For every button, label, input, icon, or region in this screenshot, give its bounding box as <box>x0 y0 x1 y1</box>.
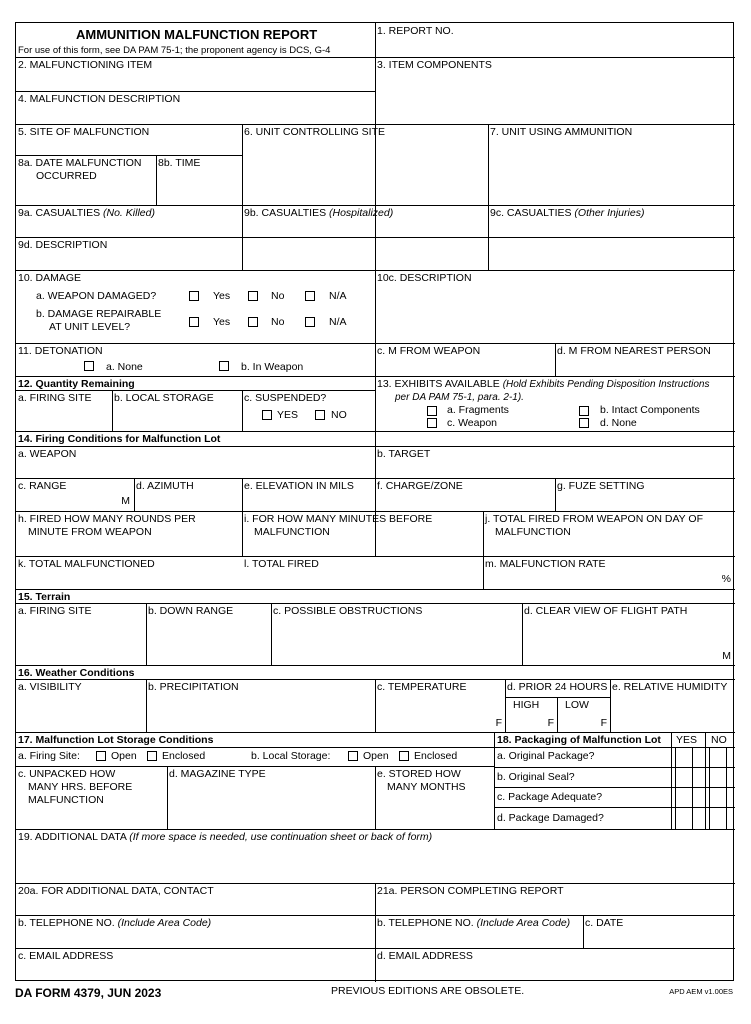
casualty-description-label: 9d. DESCRIPTION <box>18 239 108 251</box>
high-temp-field[interactable] <box>505 697 557 732</box>
terrain-firing-site-label: a. FIRING SITE <box>18 605 92 617</box>
total-fired-day-label-2: MALFUNCTION <box>495 526 571 538</box>
detonation-section <box>16 343 375 376</box>
temperature-field[interactable] <box>375 679 505 732</box>
firing-conditions-heading: 14. Firing Conditions for Malfunction Lot <box>18 433 221 445</box>
target-field[interactable] <box>375 446 735 478</box>
casualties-killed-label: 9a. CASUALTIES <box>18 207 101 219</box>
package-adequate-label: c. Package Adequate? <box>497 791 603 803</box>
contact-label: 20a. FOR ADDITIONAL DATA, CONTACT <box>18 885 214 897</box>
stored-months-label-2: MANY MONTHS <box>387 781 466 793</box>
prior-24-hours-label: d. PRIOR 24 HOURS <box>507 681 608 693</box>
exhibit-intact-components-checkbox[interactable] <box>579 406 589 416</box>
damage-description-field[interactable] <box>375 270 735 343</box>
exhibit-fragments-label: a. Fragments <box>447 404 509 416</box>
repairable-na-label: N/A <box>329 316 347 328</box>
packaging-heading: 18. Packaging of Malfunction Lot <box>497 734 661 746</box>
suspended-no-label: NO <box>331 409 347 421</box>
low-label: LOW <box>565 699 589 711</box>
firing-site-open-checkbox[interactable] <box>96 751 106 761</box>
contact-field[interactable] <box>16 883 375 915</box>
storage-firing-site-label: a. Firing Site: <box>18 750 80 762</box>
packaging-no-header: NO <box>711 734 727 746</box>
local-storage-enclosed-checkbox[interactable] <box>399 751 409 761</box>
repairable-label-2: AT UNIT LEVEL? <box>49 321 131 333</box>
repairable-no-label: No <box>271 316 285 328</box>
target-label: b. TARGET <box>377 448 431 460</box>
total-fired-day-field[interactable] <box>483 511 735 556</box>
weapon-damaged-yes-label: Yes <box>213 290 231 302</box>
suspended-no-checkbox[interactable] <box>315 410 325 420</box>
casualties-other-field[interactable] <box>488 205 735 237</box>
storage-local-label: b. Local Storage: <box>251 750 331 762</box>
unpacked-hours-label-3: MALFUNCTION <box>28 794 104 806</box>
qty-local-storage-label: b. LOCAL STORAGE <box>114 392 214 404</box>
repairable-na-checkbox[interactable] <box>305 317 315 327</box>
packaging-yes-header: YES <box>676 734 698 746</box>
repairable-no-checkbox[interactable] <box>248 317 258 327</box>
detonation-label: 11. DETONATION <box>18 345 103 357</box>
form-title: AMMUNITION MALFUNCTION REPORT <box>76 27 318 42</box>
item-components-label: 3. ITEM COMPONENTS <box>377 59 492 71</box>
suspended-yes-checkbox[interactable] <box>262 410 272 420</box>
detonation-none-label: a. None <box>106 361 143 373</box>
storage-site-section <box>16 747 494 766</box>
contact-telephone-label: b. TELEPHONE NO. <box>18 917 115 929</box>
charge-zone-label: f. CHARGE/ZONE <box>377 480 463 492</box>
unpacked-hours-label: c. UNPACKED HOW <box>18 768 116 780</box>
additional-data-field[interactable] <box>16 829 735 883</box>
terrain-heading: 15. Terrain <box>18 591 71 603</box>
casualties-other-label: 9c. CASUALTIES <box>490 207 572 219</box>
exhibit-weapon-label: c. Weapon <box>447 417 498 429</box>
date-field[interactable] <box>583 915 735 948</box>
detonation-in-weapon-checkbox[interactable] <box>219 361 229 371</box>
clear-view-label: d. CLEAR VIEW OF FLIGHT PATH <box>524 605 688 617</box>
rounds-per-minute-field[interactable] <box>16 511 242 556</box>
temperature-label: c. TEMPERATURE <box>377 681 467 693</box>
repairable-yes-checkbox[interactable] <box>189 317 199 327</box>
total-fired-label: l. TOTAL FIRED <box>244 558 319 570</box>
exhibits-label: 13. EXHIBITS AVAILABLE <box>377 378 500 390</box>
magazine-type-label: d. MAGAZINE TYPE <box>169 768 266 780</box>
damage-description-label: 10c. DESCRIPTION <box>377 272 472 284</box>
person-telephone-label: b. TELEPHONE NO. <box>377 917 474 929</box>
person-email-field[interactable] <box>375 948 735 982</box>
unit-controlling-site-label: 6. UNIT CONTROLLING SITE <box>244 126 385 138</box>
unit-using-ammunition-field[interactable] <box>488 124 735 205</box>
m-from-nearest-person-label: d. M FROM NEAREST PERSON <box>557 345 711 357</box>
person-completing-field[interactable] <box>375 883 735 915</box>
weapon-field[interactable] <box>16 446 375 478</box>
firing-site-enclosed-checkbox[interactable] <box>147 751 157 761</box>
damage-label: 10. DAMAGE <box>18 272 82 284</box>
elevation-field[interactable] <box>242 478 375 511</box>
additional-data-label: 19. ADDITIONAL DATA <box>18 831 127 843</box>
unit-controlling-site-field[interactable] <box>242 124 488 205</box>
casualties-killed-note: (No. Killed) <box>103 207 155 219</box>
casualties-hospitalized-note: (Hospitalized) <box>329 207 394 219</box>
exhibit-intact-components-label: b. Intact Components <box>600 404 700 416</box>
range-label: c. RANGE <box>18 480 67 492</box>
relative-humidity-label: e. RELATIVE HUMIDITY <box>612 681 728 693</box>
casualties-hospitalized-label: 9b. CASUALTIES <box>244 207 327 219</box>
report-no-label: 1. REPORT NO. <box>377 25 454 37</box>
total-malfunctioned-label: k. TOTAL MALFUNCTIONED <box>18 558 155 570</box>
site-of-malfunction-field[interactable] <box>16 124 242 155</box>
magazine-type-field[interactable] <box>167 766 375 829</box>
firing-site-open-label: Open <box>111 750 137 762</box>
terrain-firing-site-field[interactable] <box>16 603 146 665</box>
package-damaged-label: d. Package Damaged? <box>497 812 604 824</box>
obstructions-field[interactable] <box>271 603 522 665</box>
firing-site-enclosed-label: Enclosed <box>162 750 206 762</box>
visibility-field[interactable] <box>16 679 146 732</box>
person-email-label: d. EMAIL ADDRESS <box>377 950 473 962</box>
total-fired-field[interactable] <box>242 556 483 589</box>
qty-local-storage-field[interactable] <box>112 390 242 431</box>
minutes-before-label-2: MALFUNCTION <box>254 526 330 538</box>
visibility-label: a. VISIBILITY <box>18 681 82 693</box>
suspended-label: c. SUSPENDED? <box>244 392 327 404</box>
storage-conditions-heading: 17. Malfunction Lot Storage Conditions <box>18 734 214 746</box>
time-field[interactable] <box>156 155 242 205</box>
local-storage-open-label: Open <box>363 750 389 762</box>
contact-telephone-field[interactable] <box>16 915 375 948</box>
casualties-hospitalized-field[interactable] <box>242 205 488 237</box>
high-unit: F <box>547 717 554 729</box>
high-label: HIGH <box>513 699 540 711</box>
exhibit-weapon-checkbox[interactable] <box>427 418 437 428</box>
weapon-damaged-na-label: N/A <box>329 290 347 302</box>
fuze-setting-field[interactable] <box>555 478 735 511</box>
malfunction-rate-unit: % <box>721 573 731 585</box>
repairable-yes-label: Yes <box>213 316 231 328</box>
relative-humidity-field[interactable] <box>610 679 735 732</box>
form-subtitle: For use of this form, see DA PAM 75-1; the proponent agency is DCS, G-4 <box>18 45 331 56</box>
malfunction-rate-field[interactable] <box>483 556 735 589</box>
m-from-weapon-label: c. M FROM WEAPON <box>377 345 481 357</box>
low-unit: F <box>600 717 607 729</box>
unpacked-hours-field[interactable] <box>16 766 167 829</box>
weapon-damaged-label: a. WEAPON DAMAGED? <box>36 290 157 302</box>
packaging-yes-column[interactable] <box>675 747 693 829</box>
stored-months-field[interactable] <box>375 766 494 829</box>
weather-heading: 16. Weather Conditions <box>18 667 135 679</box>
packaging-no-column[interactable] <box>709 747 727 829</box>
malfunctioning-item-field[interactable] <box>16 57 375 91</box>
total-malfunctioned-field[interactable] <box>16 556 242 589</box>
malfunction-report-form <box>15 22 734 981</box>
contact-email-field[interactable] <box>16 948 375 982</box>
qty-firing-site-field[interactable] <box>16 390 112 431</box>
exhibits-section <box>375 376 735 431</box>
temperature-unit: F <box>495 717 502 729</box>
malfunctioning-item-label: 2. MALFUNCTIONING ITEM <box>18 59 153 71</box>
local-storage-enclosed-label: Enclosed <box>414 750 458 762</box>
qty-firing-site-label: a. FIRING SITE <box>18 392 92 404</box>
malfunction-description-label: 4. MALFUNCTION DESCRIPTION <box>18 93 181 105</box>
m-from-weapon-field[interactable] <box>375 343 555 376</box>
exhibit-none-label: d. None <box>600 417 637 429</box>
unit-using-ammunition-label: 7. UNIT USING AMMUNITION <box>490 126 633 138</box>
weapon-damaged-no-checkbox[interactable] <box>248 291 258 301</box>
exhibit-none-checkbox[interactable] <box>579 418 589 428</box>
unpacked-hours-label-2: MANY HRS. BEFORE <box>28 781 133 793</box>
casualties-other-note: (Other Injuries) <box>574 207 645 219</box>
weapon-damaged-na-checkbox[interactable] <box>305 291 315 301</box>
exhibit-fragments-checkbox[interactable] <box>427 406 437 416</box>
range-unit: M <box>121 495 130 507</box>
obstructions-label: c. POSSIBLE OBSTRUCTIONS <box>273 605 423 617</box>
total-fired-day-label: j. TOTAL FIRED FROM WEAPON ON DAY OF <box>485 513 703 525</box>
range-field[interactable] <box>16 478 134 511</box>
item-components-field[interactable] <box>375 57 735 124</box>
person-telephone-note: (Include Area Code) <box>476 917 571 929</box>
date-malfunction-field[interactable] <box>16 155 156 205</box>
azimuth-label: d. AZIMUTH <box>136 480 194 492</box>
time-label: 8b. TIME <box>158 157 201 169</box>
rounds-per-minute-label: h. FIRED HOW MANY ROUNDS PER <box>18 513 196 525</box>
casualty-description-field[interactable] <box>16 237 735 270</box>
m-from-nearest-person-field[interactable] <box>555 343 735 376</box>
precipitation-label: b. PRECIPITATION <box>148 681 239 693</box>
local-storage-open-checkbox[interactable] <box>348 751 358 761</box>
report-no-field[interactable] <box>375 23 735 57</box>
stored-months-label: e. STORED HOW <box>377 768 461 780</box>
date-malfunction-label-2: OCCURRED <box>36 170 97 182</box>
exhibits-note-1: (Hold Exhibits Pending Disposition Instructions <box>502 379 710 390</box>
casualties-killed-field[interactable] <box>16 205 242 237</box>
repairable-label: b. DAMAGE REPAIRABLE <box>36 308 162 320</box>
minutes-before-label: i. FOR HOW MANY MINUTES BEFORE <box>244 513 433 525</box>
quantity-remaining-heading: 12. Quantity Remaining <box>18 378 135 390</box>
weapon-damaged-no-label: No <box>271 290 285 302</box>
detonation-none-checkbox[interactable] <box>84 361 94 371</box>
additional-data-note: (If more space is needed, use continuation sheet or back of form) <box>129 831 433 843</box>
detonation-in-weapon-label: b. In Weapon <box>241 361 304 373</box>
site-of-malfunction-label: 5. SITE OF MALFUNCTION <box>18 126 150 138</box>
malfunction-rate-label: m. MALFUNCTION RATE <box>485 558 606 570</box>
precipitation-field[interactable] <box>146 679 375 732</box>
fuze-setting-label: g. FUZE SETTING <box>557 480 645 492</box>
damage-section <box>16 270 375 343</box>
minutes-before-field[interactable] <box>242 511 483 556</box>
down-range-label: b. DOWN RANGE <box>148 605 234 617</box>
rounds-per-minute-label-2: MINUTE FROM WEAPON <box>28 526 152 538</box>
person-telephone-field[interactable] <box>375 915 583 948</box>
contact-telephone-note: (Include Area Code) <box>117 917 212 929</box>
malfunction-description-field[interactable] <box>16 91 375 124</box>
date-malfunction-label: 8a. DATE MALFUNCTION <box>18 157 142 169</box>
charge-zone-field[interactable] <box>375 478 555 511</box>
form-id: DA FORM 4379, JUN 2023 <box>15 986 162 1000</box>
clear-view-unit: M <box>722 650 731 662</box>
elevation-label: e. ELEVATION IN MILS <box>244 480 354 492</box>
original-seal-label: b. Original Seal? <box>497 771 575 783</box>
original-package-label: a. Original Package? <box>497 750 595 762</box>
clear-view-field[interactable] <box>522 603 735 665</box>
date-label: c. DATE <box>585 917 624 929</box>
person-completing-label: 21a. PERSON COMPLETING REPORT <box>377 885 564 897</box>
contact-email-label: c. EMAIL ADDRESS <box>18 950 114 962</box>
exhibits-note-2: per DA PAM 75-1, para. 2-1). <box>395 392 524 403</box>
suspended-yes-label: YES <box>277 409 299 421</box>
azimuth-field[interactable] <box>134 478 242 511</box>
version-label: APD AEM v1.00ES <box>669 987 733 996</box>
weapon-label: a. WEAPON <box>18 448 77 460</box>
weapon-damaged-yes-checkbox[interactable] <box>189 291 199 301</box>
low-temp-field[interactable] <box>557 697 610 732</box>
suspended-section <box>242 390 375 431</box>
obsolete-notice: PREVIOUS EDITIONS ARE OBSOLETE. <box>331 985 525 997</box>
down-range-field[interactable] <box>146 603 271 665</box>
